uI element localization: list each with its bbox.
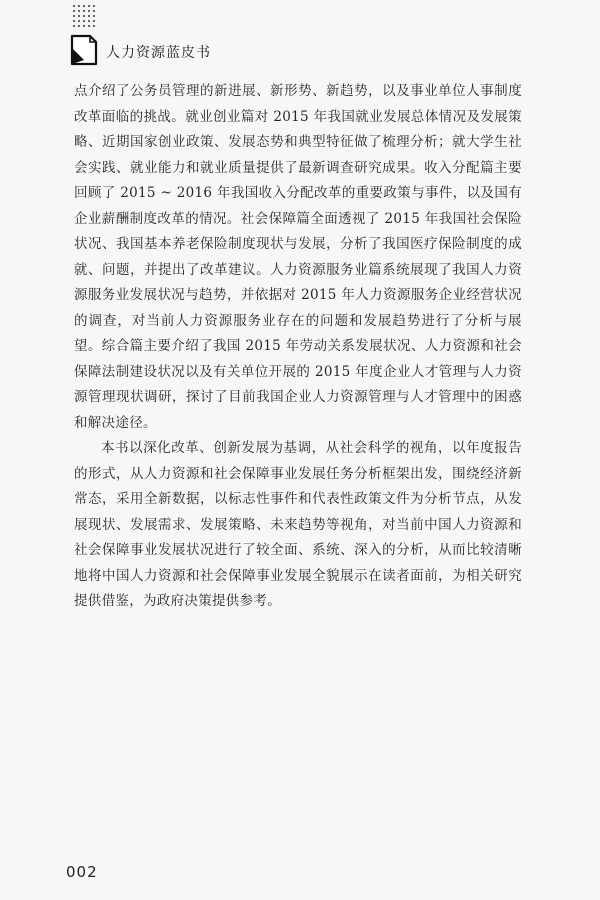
running-header xyxy=(58,4,258,74)
body-text xyxy=(74,79,522,615)
book-corner-icon xyxy=(70,34,98,66)
paragraph-1: 点介绍了公务员管理的新进展、新形势、新趋势，以及事业单位人事制度改革面临的挑战。就业创业篇对 2015 年我国就业发展总体情况及发展策略、近期国家创业政策、发展态势和典型特征做了梳理分析；就大学生社会实践、就业能力和就业质量提供了最新调查研究成果。收入分配篇主要回顾了 2015 ~ 2016 年我国收入分配改革的重要政策与事件，以及国有企业薪酬制度改革的情况。社会保障篇全面透视了 2015 年我国社会保险状况、我国基本养老保险制度现状与发展，分析了我国医疗保险制度的成就、问题，并提出了改革建议。人力资源服务业篇系统展现了我国人力资源服务业发展状况与趋势，并依据对 2015 年人力资源服务企业经营状况的调查，对当前人力资源服务业存在的问题和发展趋势进行了分析与展望。综合篇主要介绍了我国 2015 年劳动关系发展状况、人力资源和社会保障法制建设状况以及有关单位开展的 2015 年度企业人才管理与人力资源管理现状调研，探讨了目前我国企业人力资源管理与人才管理中的困惑和解决途径。 xyxy=(74,83,522,431)
paragraph-2: 本书以深化改革、创新发展为基调，从社会科学的视角，以年度报告的形式，从人力资源和社会保障事业发展任务分析框架出发，围绕经济新常态，采用全新数据，以标志性事件和代表性政策文件为分析节点，从发展现状、发展需求、发展策略、未来趋势等视角，对当前中国人力资源和社会保障事业发展状况进行了较全面、系统、深入的分析，从而比较清晰地将中国人力资源和社会保障事业发展全貌展示在读者面前，为相关研究提供借鉴，为政府决策提供参考。 xyxy=(74,440,522,609)
page-number: 002 xyxy=(66,863,98,881)
running-header-title: 人力资源蓝皮书 xyxy=(106,45,211,61)
dot-grid-icon xyxy=(72,4,112,32)
